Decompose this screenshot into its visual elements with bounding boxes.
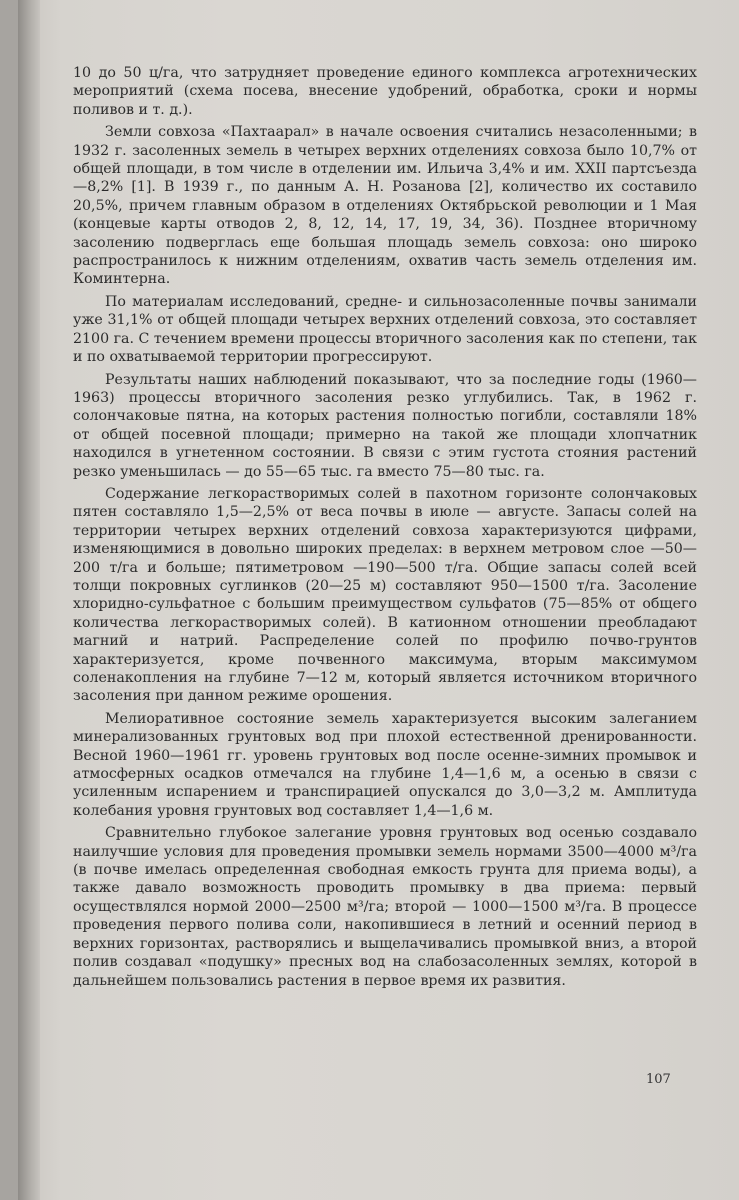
paragraph-3: По материалам исследований, средне- и сильнозасоленные почвы занимали уже 31,1% от общей площади четырех верхних отделений совхоза, это составляет 2100 га. С течением времени процессы вторичного засоления как по степени, так и по охватываемой территории прогрессируют. <box>73 293 697 366</box>
paragraph-6: Мелиоративное состояние земель характеризуется высоким залеганием минерализованных грунтовых вод при плохой естественной дренированности. Весной 1960—1961 гг. уровень грунтовых вод после осенне-зимних промывок и атмосферных осадков отмечался на глубине 1,4—1,6 м, а осенью в связи с усиленным испарением и транспирацией опускался до 3,0—3,2 м. Амплитуда колебания уровня грунтовых вод составляет 1,4—1,6 м. <box>73 710 697 819</box>
paragraph-4: Результаты наших наблюдений показывают, что за последние годы (1960—1963) процессы вторичного засоления резко углубились. Так, в 1962 г. солончаковые пятна, на которых растения полностью погибли, составляли 18% от общей посевной площади; примерно на такой же площади хлопчатник находился в угнетенном состоянии. В связи с этим густота стояния растений резко уменьшилась — до 55—65 тыс. га вместо 75—80 тыс. га. <box>73 371 697 480</box>
paragraph-2: Земли совхоза «Пахтаарал» в начале освоения считались незасоленными; в 1932 г. засоленных земель в четырех верхних отделениях совхоза было 10,7% от общей площади, в том числе в отделении им. Ильича 3,4% и им. XXII партсъезда —8,2% [1]. В 1939 г., по данным А. Н. Розанова [2], количество их составило 20,5%, причем главным образом в отделениях Октябрьской революции и 1 Мая (концевые карты отводов 2, 8, 12, 14, 17, 19, 34, 36). Позднее вторичному засолению подверглась еще большая площадь земель совхоза: оно широко распространилось к нижним отделениям, охватив часть земель отделения им. Коминтерна. <box>73 124 697 288</box>
book-spine-shadow <box>18 0 40 1200</box>
paragraph-5: Содержание легкорастворимых солей в пахотном горизонте солончаковых пятен составляло 1,5—2,5% от веса почвы в июле — августе. Запасы солей на территории четырех верхних отделений совхоза характеризуются цифрами, изменяющимися в довольно широких пределах: в верхнем метровом слое —50—200 т/га и больше; пятиметровом —190—500 т/га. Общие запасы солей всей толщи покровных суглинков (20—25 м) составляют 950—1500 т/га. Засоление хлоридно-сульфатное с большим преимуществом сульфатов (75—85% от общего количества легкорастворимых солей). В катионном отношении преобладают магний и натрий. Распределение солей по профилю почво-грунтов характеризуется, кроме почвенного максимума, вторым максимумом соленакопления на глубине 7—12 м, который является источником вторичного засоления при данном режиме орошения. <box>73 485 697 705</box>
paragraph-1: 10 до 50 ц/га, что затрудняет проведение единого комплекса агротехнических мероприятий (схема посева, внесение удобрений, обработка, сроки и нормы поливов и т. д.). <box>73 65 697 118</box>
book-page <box>18 0 739 1200</box>
body-text <box>73 64 697 994</box>
page-number: 107 <box>646 1072 671 1087</box>
paragraph-7: Сравнительно глубокое залегание уровня грунтовых вод осенью создавало наилучшие условия для проведения промывки земель нормами 3500—4000 м³/га (в почве имелась определенная свободная емкость грунта для приема воды), а также давало возможность проводить промывку в два приема: первый осуществлялся нормой 2000—2500 м³/га; второй — 1000—1500 м³/га. В процессе проведения первого полива соли, накопившиеся в летний и осенний период в верхних горизонтах, растворялись и выщелачивались промывкой вниз, а второй полив создавал «подушку» пресных вод на слабозасоленных землях, которой в дальнейшем пользовались растения в первое время их развития. <box>73 825 697 989</box>
